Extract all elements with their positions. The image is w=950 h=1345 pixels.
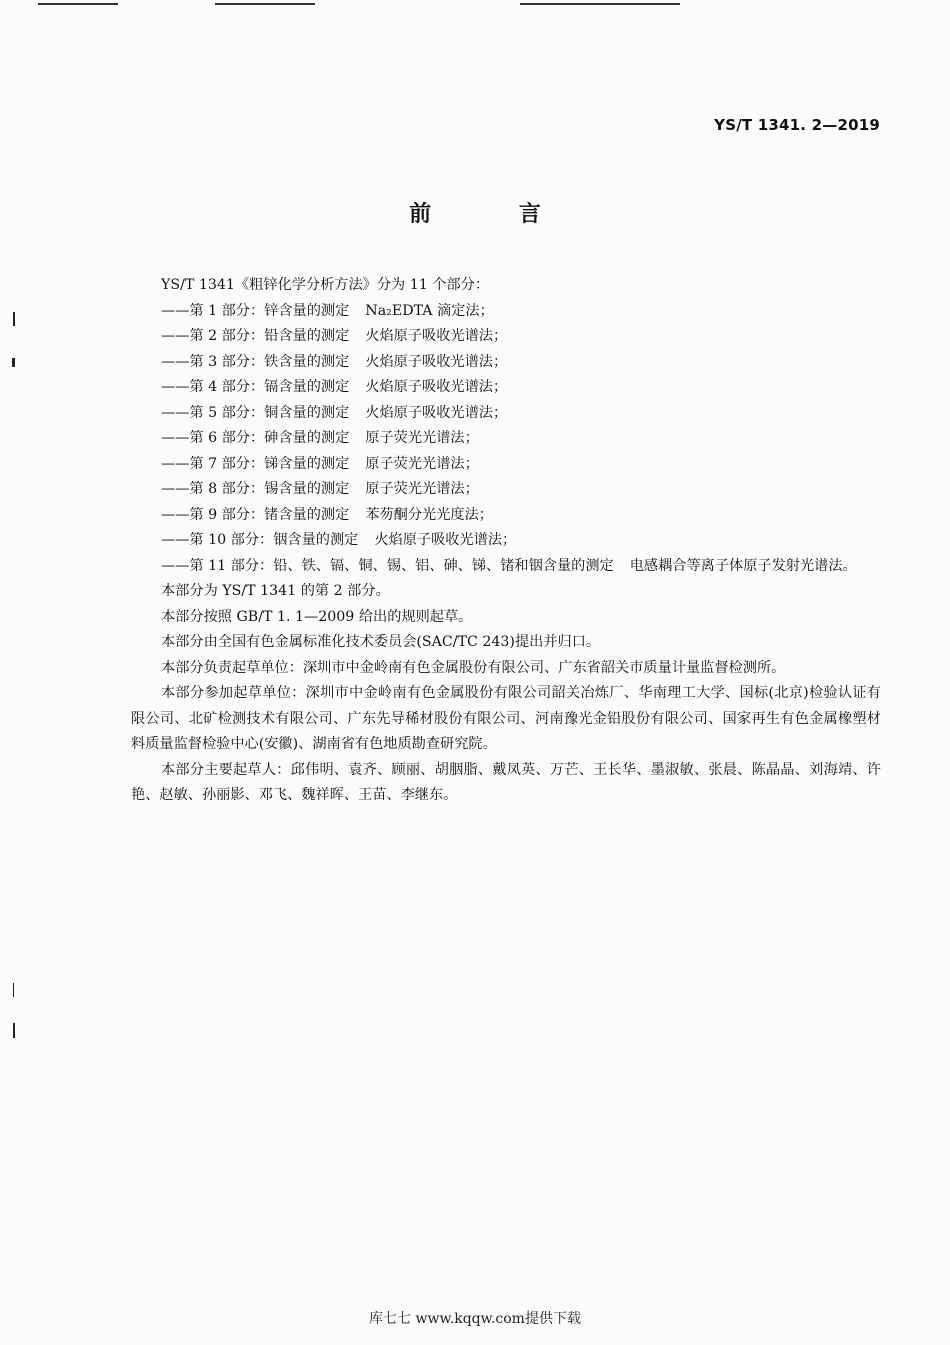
part-method: 电感耦合等离子体原子发射光谱法。 [629, 557, 857, 574]
part-item [131, 503, 881, 529]
top-rule-mid [215, 3, 315, 5]
part-method: 原子荧光光谱法； [365, 455, 479, 472]
part-item [131, 452, 881, 478]
top-rule-left [38, 3, 118, 5]
committee-note: 本部分由全国有色金属标准化技术委员会(SAC/TC 243)提出并归口。 [161, 634, 601, 650]
part-method: Na₂EDTA 滴定法； [365, 302, 494, 319]
page-title: 前 言 [409, 202, 581, 227]
part-title: ——第 10 部分：铟含量的测定 [161, 532, 359, 548]
part-title: ——第 5 部分：铜含量的测定 [161, 404, 350, 421]
part-method: 火焰原子吸收光谱法； [374, 532, 517, 548]
part-item [131, 477, 881, 503]
scan-mark [12, 358, 15, 367]
top-rule-right [520, 3, 680, 5]
part-item [131, 554, 881, 580]
standard-code: YS/T 1341. 2—2019 [714, 116, 880, 134]
part-title: ——第 4 部分：镉含量的测定 [161, 379, 350, 395]
part-method: 原子荧光光谱法； [365, 430, 479, 446]
part-method: 火焰原子吸收光谱法； [365, 328, 508, 344]
responsible-units: 本部分负责起草单位：深圳市中金岭南有色金属股份有限公司、广东省韶关市质量计量监督检测所。 [161, 659, 786, 676]
drafting-rule: 本部分按照 GB/T 1. 1—2009 给出的规则起草。 [161, 608, 473, 625]
part-title: ——第 6 部分：砷含量的测定 [161, 430, 350, 446]
part-title: ——第 3 部分：铁含量的测定 [161, 353, 350, 370]
part-title: ——第 11 部分：铅、铁、镉、铜、锡、铝、砷、锑、锗和铟含量的测定 [161, 557, 614, 574]
parts-list [131, 299, 881, 580]
part-item [131, 324, 881, 350]
scan-mark [13, 1023, 15, 1038]
part-item [131, 375, 881, 401]
part-note: 本部分为 YS/T 1341 的第 2 部分。 [161, 583, 390, 599]
part-item [131, 350, 881, 376]
part-method: 火焰原子吸收光谱法； [365, 404, 508, 421]
part-title: ——第 1 部分：锌含量的测定 [161, 302, 350, 319]
scan-mark [13, 312, 15, 326]
part-item [131, 299, 881, 325]
part-method: 原子荧光光谱法； [365, 481, 479, 497]
intro-line: YS/T 1341《粗锌化学分析方法》分为 11 个部分： [161, 277, 490, 293]
scan-mark [13, 983, 14, 997]
document-body [131, 273, 881, 809]
part-title: ——第 9 部分：锗含量的测定 [161, 506, 350, 523]
part-method: 火焰原子吸收光谱法； [365, 353, 508, 370]
part-title: ——第 7 部分：锑含量的测定 [161, 455, 350, 472]
footer-download-note: 库七七 www.kqqw.com提供下载 [369, 1311, 581, 1327]
part-title: ——第 2 部分：铅含量的测定 [161, 328, 350, 344]
part-item [131, 528, 881, 554]
drafters: 本部分主要起草人：邱伟明、袁齐、顾丽、胡胭脂、戴凤英、万芒、王长华、墨淑敏、张晨、陈晶晶、刘海靖、许艳、赵敏、孙丽影、邓飞、魏祥晖、王苗、李继东。 [131, 761, 881, 803]
part-item [131, 401, 881, 427]
part-title: ——第 8 部分：锡含量的测定 [161, 481, 350, 497]
part-method: 火焰原子吸收光谱法； [365, 379, 508, 395]
part-item [131, 426, 881, 452]
participating-units: 本部分参加起草单位：深圳市中金岭南有色金属股份有限公司韶关冶炼厂、华南理工大学、国标(北京)检验认证有限公司、北矿检测技术有限公司、广东先导稀材股份有限公司、河南豫光金铅股份有限公司、国家再生有色金属橡塑材料质量监督检验中心(安徽)、湖南省有色地质勘查研究院。 [131, 685, 881, 752]
part-method: 苯芴酮分光光度法； [365, 506, 493, 523]
